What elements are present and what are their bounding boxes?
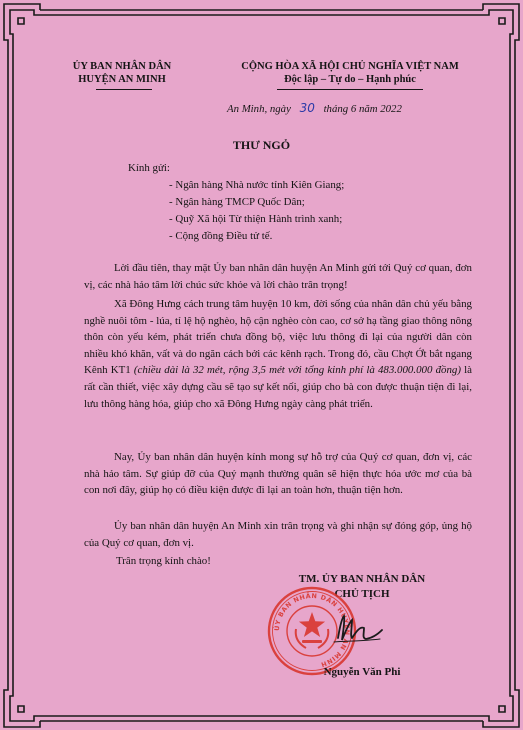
recipient-3: - Quỹ Xã hội Từ thiện Hành trình xanh; bbox=[169, 213, 343, 225]
national-title: CỘNG HÒA XÃ HỘI CHỦ NGHĨA VIỆT NAM bbox=[241, 61, 459, 72]
date-prefix: An Minh, ngày bbox=[227, 103, 291, 115]
paragraph-greeting: Lời đầu tiên, thay mặt Ủy ban nhân dân huyện An Minh gửi tới Quý cơ quan, đơn vị, các nhà hảo tâm lời chúc sức khỏe và lời chào trân trọng! bbox=[84, 262, 472, 291]
issuer-underline bbox=[96, 89, 152, 90]
paragraph-request: Nay, Ủy ban nhân dân huyện kính mong sự hỗ trợ của Quý cơ quan, đơn vị, các nhà hảo tâm. Sự giúp đỡ của Quý mạnh thường quân sẽ hiện thực hóa ước mơ của bà con nơi đây, giúp họ có điều kiện được đi lại an toàn hơn, thuận tiện hơn. bbox=[84, 451, 472, 497]
bridge-spec-text: (chiều dài là 32 mét, rộng 3,5 mét với tổng kinh phí là 483.000.000 đồng) bbox=[133, 364, 461, 377]
date-day-handwritten: 30 bbox=[299, 101, 315, 115]
date-rest: tháng 6 năm 2022 bbox=[323, 103, 402, 115]
svg-text:ỦY BAN NHÂN DÂN HUYỆN AN MINH: ỦY BAN NHÂN DÂN HUYỆN AN MINH bbox=[272, 591, 352, 669]
recipient-4: - Cộng đồng Điều tử tế. bbox=[169, 230, 273, 242]
recipient-2: - Ngân hàng TMCP Quốc Dân; bbox=[169, 196, 305, 208]
date-line bbox=[227, 100, 402, 118]
salutation: Kính gửi: bbox=[128, 162, 170, 174]
handwritten-signature bbox=[330, 608, 386, 648]
motto-underline bbox=[277, 89, 423, 90]
national-header bbox=[200, 60, 500, 86]
letter-title: THƯ NGỎ bbox=[232, 138, 291, 152]
signature-line-1: TM. ỦY BAN NHÂN DÂN bbox=[298, 573, 426, 585]
recipient-1: - Ngân hàng Nhà nước tỉnh Kiên Giang; bbox=[169, 179, 345, 191]
paragraph-situation bbox=[84, 296, 472, 412]
issuer-line-2: HUYỆN AN MINH bbox=[78, 74, 166, 85]
national-motto: Độc lập – Tự do – Hạnh phúc bbox=[284, 74, 416, 85]
issuer-line-1: ỦY BAN NHÂN DÂN bbox=[72, 61, 172, 72]
issuer-header bbox=[52, 60, 192, 86]
signature-line-2: CHỦ TỊCH bbox=[334, 588, 390, 600]
situation-text: Xã Đông Hưng cách trung tâm huyện 10 km, đời sống của nhân dân chủ yếu bằng nghề nuôi tôm - lúa, tỉ lệ hộ nghèo, hộ cận nghèo còn cao, cơ sở hạ tầng giao thông nông thôn còn yếu kém, phát triển chưa đồng bộ, việc lưu thông đi lại của người dân còn nhiều khó khăn, vất và do ngăn cách bởi các kênh rạch. Trong đó, cầu Chợt Ớt bắt ngang Kênh KT1 bbox=[84, 298, 472, 377]
closing-line: Trân trọng kính chào! bbox=[116, 555, 211, 567]
situation-text-cont: là rất cần thiết, việc xây dựng cầu sẽ tạo sự kết nối, giúp cho bà con được thuận tiện đi lại, lưu thông hàng hóa, giúp cho xã Đông Hưng ngày càng phát triển. bbox=[84, 364, 473, 410]
signatory-name: Nguyễn Văn Phi bbox=[323, 666, 401, 678]
paragraph-thanks: Ủy ban nhân dân huyện An Minh xin trân trọng và ghi nhận sự đóng góp, ủng hộ của Quý cơ quan, đơn vị. bbox=[84, 520, 472, 549]
